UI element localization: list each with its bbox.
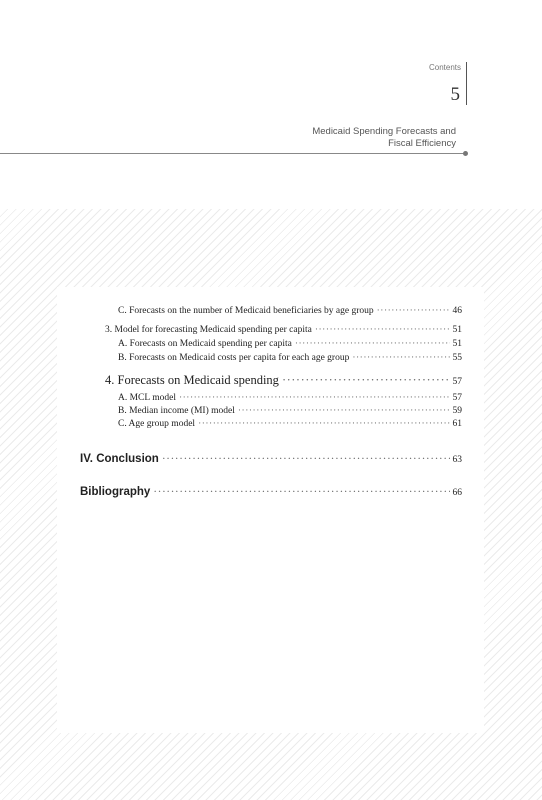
toc-leader	[352, 353, 449, 363]
toc-chapter	[80, 486, 462, 498]
header-divider	[466, 62, 467, 105]
toc-entry	[105, 373, 462, 388]
toc-leader	[315, 325, 450, 335]
toc-entry-page: 46	[452, 306, 462, 316]
book-title-line1: Medicaid Spending Forecasts and	[312, 126, 456, 137]
toc-entry	[118, 419, 462, 429]
toc-entry-page: 57	[452, 393, 462, 403]
toc-leader	[198, 419, 449, 429]
toc-chapter	[80, 453, 462, 465]
header-rule-dot	[463, 151, 468, 156]
toc-entry-title: B. Median income (MI) model	[118, 406, 235, 416]
toc-entry	[118, 353, 462, 363]
page-number: 5	[450, 84, 460, 105]
header-rule	[0, 153, 466, 154]
toc-entry-page: 51	[452, 339, 462, 349]
toc-entry-page: 59	[452, 406, 462, 416]
toc-entry-page: 63	[452, 455, 462, 465]
toc-entry-title: 3. Model for forecasting Medicaid spending per capita	[105, 325, 312, 335]
toc-leader	[179, 393, 450, 403]
toc-leader	[162, 453, 450, 465]
toc-entry-title: Bibliography	[80, 486, 151, 498]
toc-entry-page: 61	[452, 419, 462, 429]
toc-entry-page: 55	[452, 353, 462, 363]
toc-entry-title: B. Forecasts on Medicaid costs per capita for each age group	[118, 353, 350, 363]
toc-entry-title: A. Forecasts on Medicaid spending per capita	[118, 339, 292, 349]
running-header-label: Contents	[428, 63, 461, 72]
toc-leader	[295, 339, 450, 349]
toc-entry-page: 57	[452, 377, 462, 387]
book-title	[312, 126, 456, 150]
toc-entry	[118, 393, 462, 403]
toc-entry	[118, 406, 462, 416]
toc-leader	[238, 406, 450, 416]
toc-entry	[118, 339, 462, 349]
toc-entry-title: C. Age group model	[118, 419, 196, 429]
toc-entry-page: 66	[452, 488, 462, 498]
toc-entry	[105, 325, 462, 335]
toc-entry	[118, 306, 462, 316]
toc-entry-page: 51	[452, 325, 462, 335]
toc-entry-title: IV. Conclusion	[80, 453, 159, 465]
toc-entry-title: 4. Forecasts on Medicaid spending	[105, 373, 279, 387]
toc-leader	[153, 486, 449, 498]
toc-leader	[282, 373, 450, 388]
toc-leader	[377, 306, 450, 316]
book-title-line2: Fiscal Efficiency	[388, 138, 456, 149]
toc-entry-title: A. MCL model	[118, 393, 176, 403]
toc-entry-title: C. Forecasts on the number of Medicaid beneficiaries by age group	[118, 306, 374, 316]
